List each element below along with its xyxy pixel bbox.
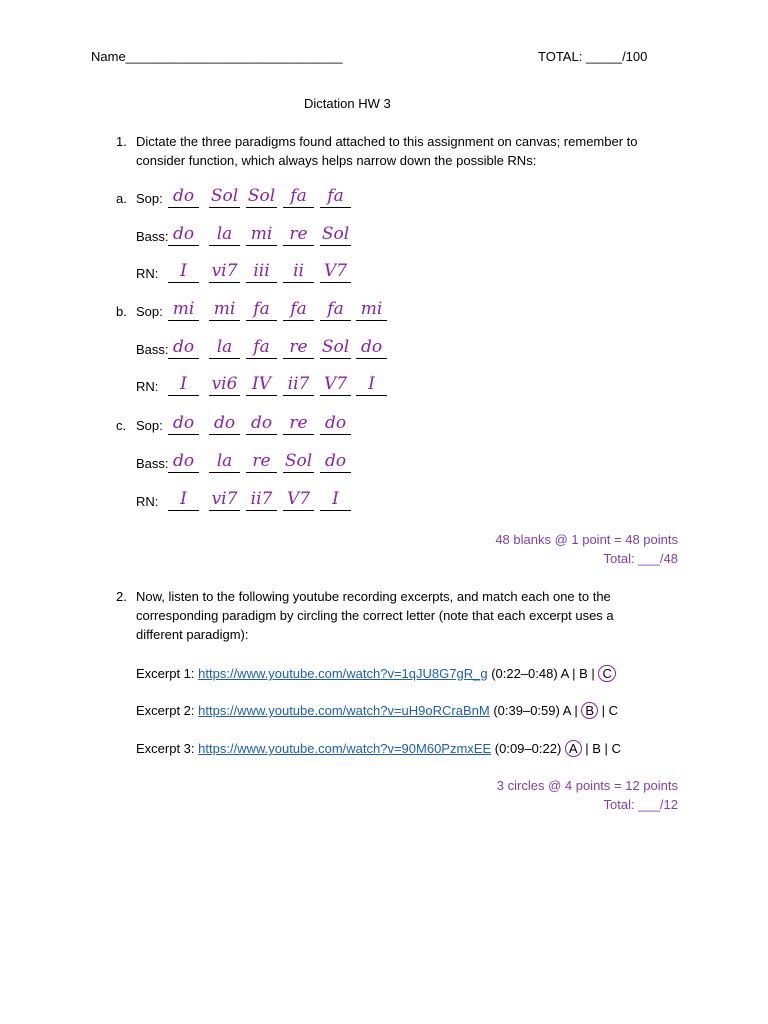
handwritten-superscript: 6 (226, 374, 238, 394)
section-b-rn-blank[interactable] (246, 374, 277, 396)
handwritten-answer: do (324, 451, 347, 471)
section-c-rn-blank[interactable] (168, 489, 199, 511)
handwritten-superscript: 7 (261, 489, 273, 509)
handwritten-answer: V (286, 489, 300, 509)
handwritten-answer: mi (213, 299, 236, 319)
handwritten-answer: Sol (321, 337, 350, 357)
handwritten-superscript: 7 (336, 374, 348, 394)
handwritten-answer: la (216, 451, 233, 471)
handwritten-answer: fa (327, 186, 344, 206)
section-b-rn-blank[interactable] (168, 374, 199, 396)
section-a-sop-blank[interactable] (246, 186, 277, 208)
excerpt-label: Excerpt 3: (136, 741, 195, 756)
q2-number: 2. (116, 589, 127, 604)
section-c-rn-blank[interactable] (283, 489, 314, 511)
section-c-sop-label: Sop: (136, 418, 163, 433)
handwritten-answer: I (332, 489, 339, 509)
handwritten-answer: I (180, 374, 187, 394)
section-b-sop-blank[interactable] (320, 299, 351, 321)
q2-text-line1: Now, listen to the following youtube recording excerpts, and match each one to the (136, 589, 611, 604)
handwritten-answer: Sol (321, 224, 350, 244)
section-b-rn-blank[interactable] (209, 374, 240, 396)
q1-points-info: 48 blanks @ 1 point = 48 points (495, 532, 678, 547)
handwritten-answer: do (324, 413, 347, 433)
answer-options[interactable]: A | (562, 703, 578, 718)
name-field-label: Name______________________________ (91, 49, 343, 64)
youtube-link[interactable]: https://www.youtube.com/watch?v=1qJU8G7gR_g (198, 666, 488, 681)
handwritten-answer: do (360, 337, 383, 357)
section-b-bass-blank[interactable] (168, 337, 199, 359)
section-a-rn-blank[interactable] (246, 261, 277, 283)
handwritten-answer: re (252, 451, 271, 471)
excerpt-label: Excerpt 2: (136, 703, 195, 718)
section-c-rn-label: RN: (136, 494, 159, 509)
q2-text-line3: different paradigm): (136, 627, 249, 642)
section-b-rn-blank[interactable] (356, 374, 387, 396)
excerpt-row (136, 702, 618, 719)
handwritten-answer: ii (250, 489, 262, 509)
answer-options[interactable]: | C (601, 703, 619, 718)
section-a-sop-blank[interactable] (209, 186, 240, 208)
handwritten-answer: re (289, 337, 308, 357)
section-c-rn-blank[interactable] (209, 489, 240, 511)
handwritten-answer: mi (172, 299, 195, 319)
handwritten-answer: do (172, 224, 195, 244)
excerpt-label: Excerpt 1: (136, 666, 195, 681)
youtube-link[interactable]: https://www.youtube.com/watch?v=uH9oRCraBnM (198, 703, 490, 718)
handwritten-superscript: 7 (226, 489, 238, 509)
handwritten-answer: I (180, 261, 187, 281)
handwritten-answer: do (172, 337, 195, 357)
handwritten-superscript: 7 (226, 261, 238, 281)
section-a-bass-blank[interactable] (209, 224, 240, 246)
excerpt-row (136, 740, 621, 757)
handwritten-answer: Sol (247, 186, 276, 206)
section-c-bass-blank[interactable] (209, 451, 240, 473)
section-a-rn-blank[interactable] (320, 261, 351, 283)
q2-points-info: 3 circles @ 4 points = 12 points (496, 778, 678, 793)
section-a-bass-label: Bass: (136, 229, 169, 244)
section-b-rn-blank[interactable] (283, 374, 314, 396)
q1-total: Total: ___/48 (603, 551, 678, 566)
section-b-sop-blank[interactable] (356, 299, 387, 321)
handwritten-answer: I (368, 374, 375, 394)
section-a-rn-blank[interactable] (168, 261, 199, 283)
handwritten-answer: I (180, 489, 187, 509)
section-a-letter: a. (116, 191, 127, 206)
section-c-sop-blank[interactable] (283, 413, 314, 435)
handwritten-answer: fa (253, 337, 270, 357)
handwritten-answer: fa (290, 186, 307, 206)
handwritten-answer: mi (360, 299, 383, 319)
section-b-bass-label: Bass: (136, 342, 169, 357)
section-a-bass-blank[interactable] (168, 224, 199, 246)
circled-answer[interactable]: C (598, 665, 615, 682)
handwritten-answer: vi (211, 374, 227, 394)
excerpt-time: (0:22–0:48) (491, 666, 558, 681)
q1-number: 1. (116, 134, 127, 149)
section-c-sop-blank[interactable] (320, 413, 351, 435)
section-c-sop-blank[interactable] (246, 413, 277, 435)
section-a-rn-blank[interactable] (209, 261, 240, 283)
section-b-letter: b. (116, 304, 127, 319)
handwritten-answer: do (250, 413, 273, 433)
section-c-sop-blank[interactable] (168, 413, 199, 435)
page-title: Dictation HW 3 (304, 96, 391, 111)
section-a-sop-label: Sop: (136, 191, 163, 206)
section-c-rn-blank[interactable] (246, 489, 277, 511)
handwritten-answer: IV (252, 374, 271, 394)
section-a-rn-blank[interactable] (283, 261, 314, 283)
handwritten-answer: Sol (210, 186, 239, 206)
section-b-sop-blank[interactable] (209, 299, 240, 321)
handwritten-answer: do (172, 451, 195, 471)
q1-text-line2: consider function, which always helps narrow down the possible RNs: (136, 153, 537, 168)
section-c-rn-blank[interactable] (320, 489, 351, 511)
section-b-bass-blank[interactable] (356, 337, 387, 359)
section-b-sop-blank[interactable] (246, 299, 277, 321)
handwritten-superscript: 7 (299, 489, 311, 509)
section-b-bass-blank[interactable] (209, 337, 240, 359)
handwritten-answer: do (172, 413, 195, 433)
section-a-bass-blank[interactable] (283, 224, 314, 246)
handwritten-superscript: 7 (336, 261, 348, 281)
section-c-bass-blank[interactable] (168, 451, 199, 473)
handwritten-answer: la (216, 224, 233, 244)
handwritten-answer: re (289, 224, 308, 244)
answer-options[interactable]: | B | C (585, 741, 621, 756)
q1-text-line1: Dictate the three paradigms found attached to this assignment on canvas; remember to (136, 134, 638, 149)
total-score-label: TOTAL: _____/100 (538, 49, 648, 64)
handwritten-answer: iii (253, 261, 270, 281)
handwritten-answer: fa (327, 299, 344, 319)
handwritten-answer: re (289, 413, 308, 433)
section-b-sop-blank[interactable] (283, 299, 314, 321)
section-b-sop-blank[interactable] (168, 299, 199, 321)
handwritten-answer: Sol (284, 451, 313, 471)
handwritten-answer: V (323, 261, 337, 281)
circled-answer[interactable]: A (565, 740, 582, 757)
section-c-letter: c. (116, 418, 127, 433)
section-c-bass-blank[interactable] (320, 451, 351, 473)
section-a-rn-label: RN: (136, 266, 159, 281)
handwritten-answer: fa (290, 299, 307, 319)
section-b-bass-blank[interactable] (246, 337, 277, 359)
section-a-sop-blank[interactable] (320, 186, 351, 208)
section-b-bass-blank[interactable] (320, 337, 351, 359)
handwritten-answer: V (323, 374, 337, 394)
section-a-sop-blank[interactable] (283, 186, 314, 208)
handwritten-superscript: 7 (298, 374, 310, 394)
section-a-bass-blank[interactable] (320, 224, 351, 246)
handwritten-answer: ii (293, 261, 304, 281)
section-b-rn-label: RN: (136, 379, 159, 394)
section-a-bass-blank[interactable] (246, 224, 277, 246)
handwritten-answer: mi (250, 224, 273, 244)
answer-options[interactable]: A | B | (560, 666, 595, 681)
excerpt-row (136, 665, 616, 682)
section-a-sop-blank[interactable] (168, 186, 199, 208)
q2-total: Total: ___/12 (603, 797, 678, 812)
section-b-sop-label: Sop: (136, 304, 163, 319)
q2-text-line2: corresponding paradigm by circling the correct letter (note that each excerpt uses a (136, 608, 614, 623)
section-c-bass-label: Bass: (136, 456, 169, 471)
handwritten-answer: la (216, 337, 233, 357)
section-c-bass-blank[interactable] (246, 451, 277, 473)
section-b-rn-blank[interactable] (320, 374, 351, 396)
handwritten-answer: do (213, 413, 236, 433)
circled-answer[interactable]: B (581, 702, 598, 719)
excerpt-time: (0:39–0:59) (493, 703, 560, 718)
youtube-link[interactable]: https://www.youtube.com/watch?v=90M60PzmxEE (198, 741, 492, 756)
section-c-sop-blank[interactable] (209, 413, 240, 435)
handwritten-answer: fa (253, 299, 270, 319)
handwritten-answer: vi (211, 489, 227, 509)
handwritten-answer: do (172, 186, 195, 206)
excerpt-time: (0:09–0:22) (494, 741, 562, 756)
handwritten-answer: vi (211, 261, 227, 281)
section-b-bass-blank[interactable] (283, 337, 314, 359)
section-c-bass-blank[interactable] (283, 451, 314, 473)
handwritten-answer: ii (287, 374, 299, 394)
